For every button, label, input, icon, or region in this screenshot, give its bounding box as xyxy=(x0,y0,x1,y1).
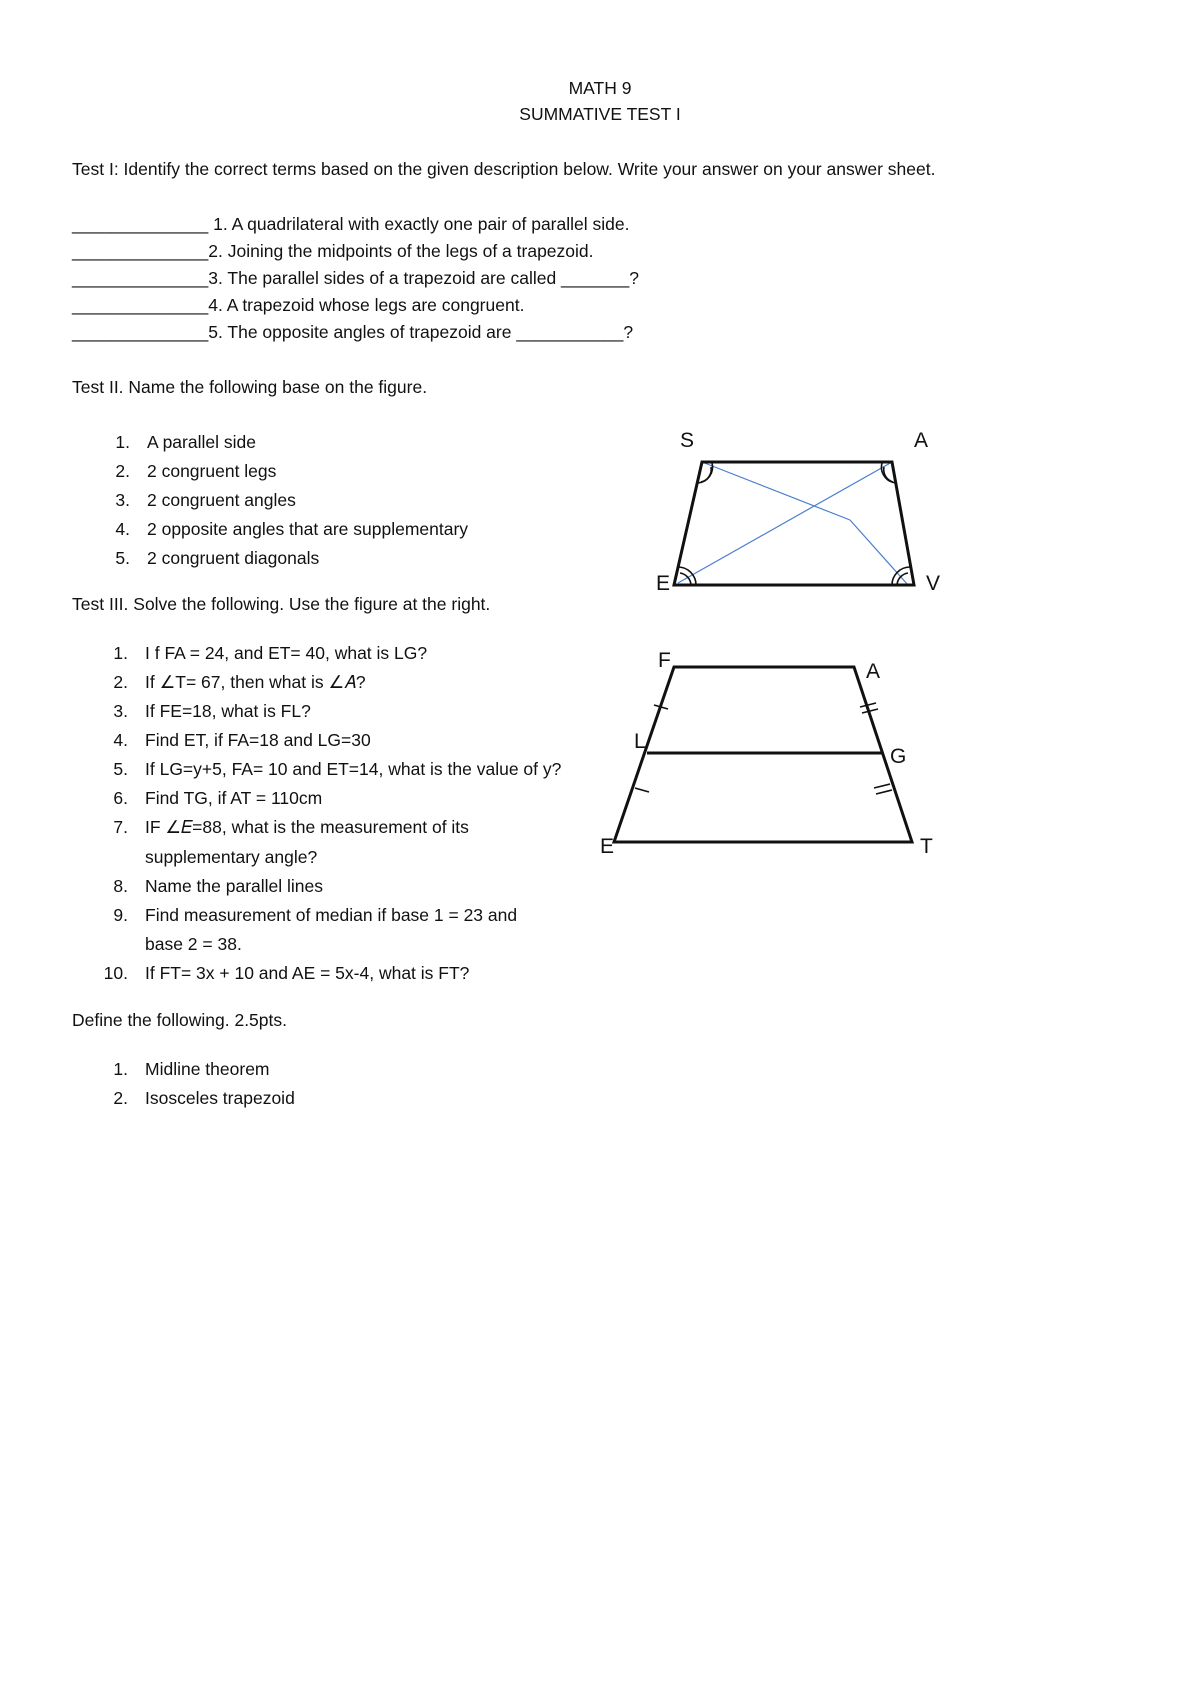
list-item-continuation: supplementary angle? xyxy=(145,847,318,867)
double-tick-mark xyxy=(876,790,892,794)
vertex-label-a: A xyxy=(914,429,929,452)
tick-mark xyxy=(635,788,649,792)
double-tick-mark xyxy=(874,784,890,788)
test1-item: ______________2. Joining the midpoints of the legs of a trapezoid. xyxy=(72,241,594,261)
list-item: Find ET, if FA=18 and LG=30 xyxy=(145,730,371,750)
list-item: A parallel side xyxy=(147,432,256,452)
list-item: Find measurement of median if base 1 = 23 and xyxy=(145,905,518,925)
list-number: 1. xyxy=(115,432,130,452)
test2-instruction: Test II. Name the following base on the figure. xyxy=(72,377,428,397)
trapezoid-figure-fate xyxy=(590,645,950,865)
list-number: 5. xyxy=(115,548,130,568)
diagonal-ae xyxy=(678,462,892,583)
list-item: If ∠T= 67, then what is ∠𝐴? xyxy=(145,672,366,692)
list-item: If LG=y+5, FA= 10 and ET=14, what is the value of y? xyxy=(145,759,562,779)
list-number: 9. xyxy=(113,905,128,925)
list-item: Isosceles trapezoid xyxy=(145,1088,295,1108)
list-item: Midline theorem xyxy=(145,1059,270,1079)
list-number: 3. xyxy=(115,490,130,510)
test3-instruction: Test III. Solve the following. Use the figure at the right. xyxy=(72,594,491,614)
list-item: If FE=18, what is FL? xyxy=(145,701,311,721)
list-number: 2. xyxy=(113,672,128,692)
trapezoid-outline xyxy=(674,462,914,585)
list-item: 2 congruent diagonals xyxy=(147,548,320,568)
list-number: 1. xyxy=(113,1059,128,1079)
list-item: Name the parallel lines xyxy=(145,876,324,896)
list-number: 6. xyxy=(113,788,128,808)
diagonal-sv xyxy=(702,462,850,520)
test1-item: ______________ 1. A quadrilateral with exactly one pair of parallel side. xyxy=(72,214,630,234)
test-title: SUMMATIVE TEST I xyxy=(519,104,681,124)
list-item: I f FA = 24, and ET= 40, what is LG? xyxy=(145,643,428,663)
list-item-continuation: base 2 = 38. xyxy=(145,934,242,954)
subject-title: MATH 9 xyxy=(568,78,632,98)
vertex-label-e: E xyxy=(656,572,671,595)
test1-item: ______________3. The parallel sides of a trapezoid are called _______? xyxy=(72,268,639,288)
list-item: 2 opposite angles that are supplementary xyxy=(147,519,469,539)
vertex-label-f: F xyxy=(658,649,671,672)
vertex-label-v: V xyxy=(926,572,941,595)
list-number: 5. xyxy=(113,759,128,779)
list-number: 4. xyxy=(115,519,130,539)
list-number: 1. xyxy=(113,643,128,663)
angle-mark-s xyxy=(701,467,711,482)
angle-mark-a xyxy=(884,467,893,482)
vertex-label-t: T xyxy=(920,835,933,858)
diagonal-sv xyxy=(850,520,908,585)
trapezoid-figure-save xyxy=(640,425,960,595)
list-number: 4. xyxy=(113,730,128,750)
test1-instruction: Test I: Identify the correct terms based on the given description below. Write your answer on your answer sheet. xyxy=(72,159,936,179)
list-item: 2 congruent angles xyxy=(147,490,296,510)
test4-instruction: Define the following. 2.5pts. xyxy=(72,1010,287,1030)
vertex-label-e: E xyxy=(600,835,615,858)
list-item: 2 congruent legs xyxy=(147,461,277,481)
list-number: 10. xyxy=(103,963,128,983)
test1-item: ______________5. The opposite angles of trapezoid are ___________? xyxy=(72,322,634,342)
list-number: 2. xyxy=(113,1088,128,1108)
list-number: 8. xyxy=(113,876,128,896)
vertex-label-l: L xyxy=(634,730,646,753)
vertex-label-s: S xyxy=(680,429,695,452)
vertex-label-g: G xyxy=(890,745,907,768)
list-item: If FT= 3x + 10 and AE = 5x-4, what is FT? xyxy=(145,963,470,983)
list-item: Find TG, if AT = 110cm xyxy=(145,788,323,808)
test1-item: ______________4. A trapezoid whose legs are congruent. xyxy=(72,295,525,315)
list-item: IF ∠𝐸=88, what is the measurement of its xyxy=(145,817,469,837)
list-number: 3. xyxy=(113,701,128,721)
list-number: 2. xyxy=(115,461,130,481)
vertex-label-a: A xyxy=(866,660,881,683)
list-number: 7. xyxy=(113,817,128,837)
